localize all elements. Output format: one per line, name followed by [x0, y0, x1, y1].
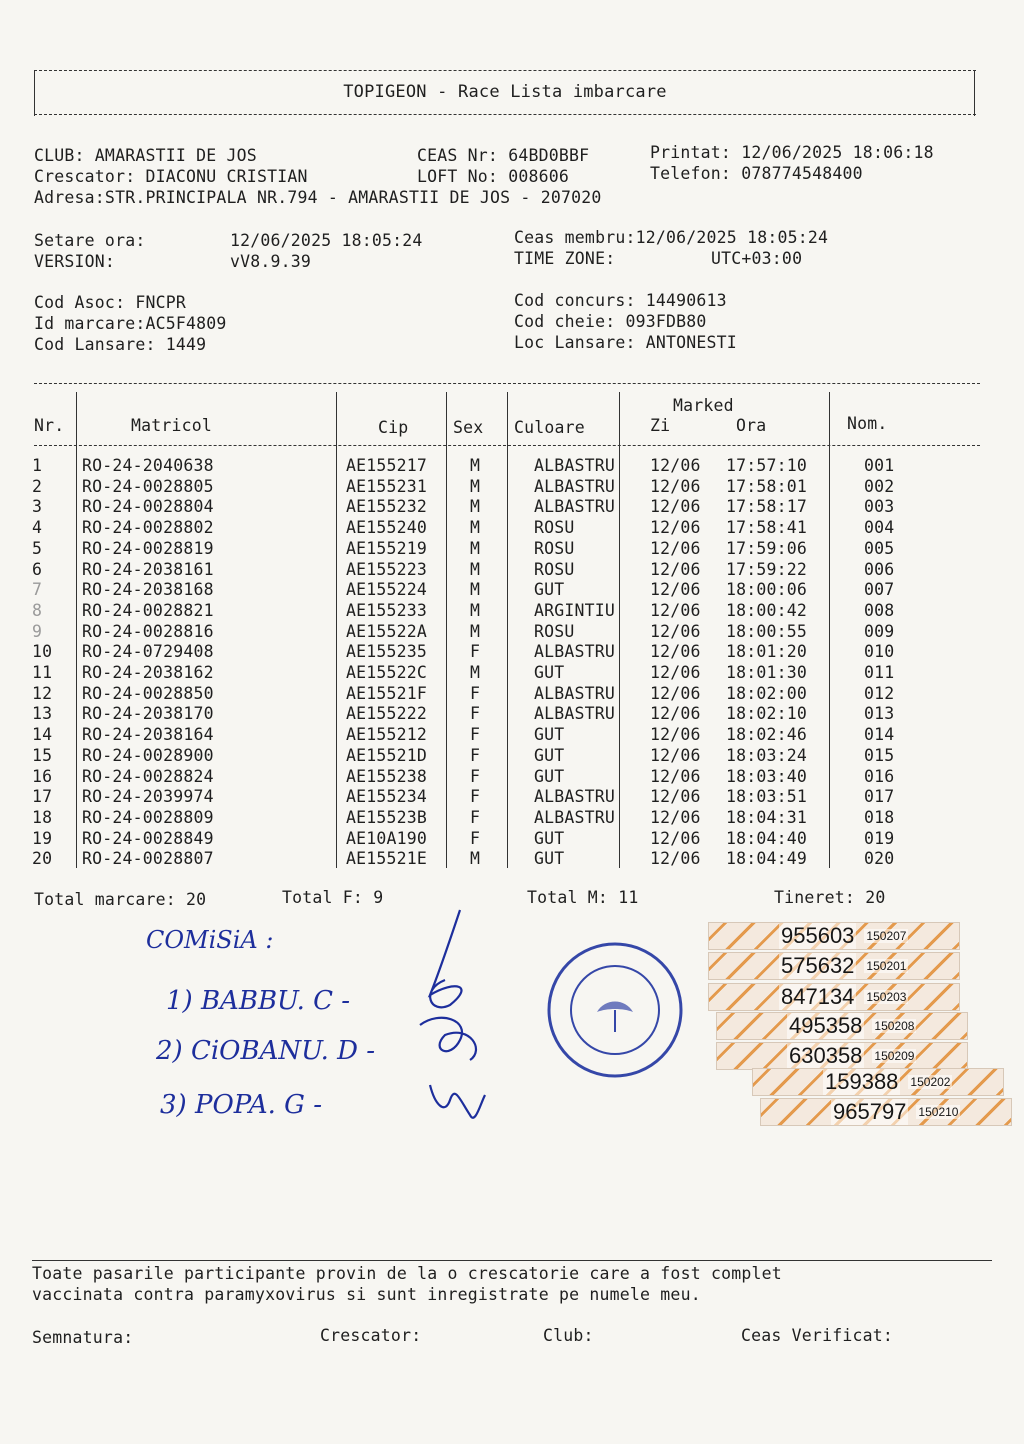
cell-zi: 12/06 — [650, 787, 701, 807]
cell-culoare: ALBASTRU — [534, 683, 616, 703]
commission-signatures — [400, 900, 510, 1160]
header-culoare: Culoare — [514, 418, 585, 437]
cell-ora: 17:58:17 — [726, 497, 808, 517]
cell-matricol: RO-24-0028819 — [82, 538, 214, 558]
cell-matricol: RO-24-0028850 — [82, 683, 214, 703]
cell-cip: AE155231 — [346, 476, 428, 496]
cell-ora: 17:58:01 — [726, 476, 808, 496]
header-ora: Ora — [736, 416, 767, 435]
club-stamp — [545, 940, 685, 1080]
club-label: Club: — [543, 1326, 594, 1345]
page-title: TOPIGEON - Race Lista imbarcare — [343, 82, 667, 102]
cell-nr: 12 — [32, 683, 53, 703]
cell-culoare: GUT — [534, 766, 565, 786]
security-label-code: 150203 — [866, 990, 907, 1004]
cell-nr: 17 — [32, 787, 53, 807]
club-line: CLUB: AMARASTII DE JOS — [34, 146, 257, 165]
cell-nom: 005 — [864, 538, 895, 558]
cell-sex: F — [470, 704, 481, 724]
security-label-number: 955603 — [781, 923, 855, 948]
title-box — [34, 70, 976, 118]
cell-cip: AE10A190 — [346, 828, 428, 848]
cod-lansare-line: Cod Lansare: 1449 — [34, 335, 207, 354]
cell-sex: M — [470, 497, 481, 517]
cell-ora: 18:03:24 — [726, 745, 808, 765]
ceas-membru-line: Ceas membru:12/06/2025 18:05:24 — [514, 228, 829, 247]
timezone-value: UTC+03:00 — [711, 249, 803, 268]
adresa-line: Adresa:STR.PRINCIPALA NR.794 - AMARASTII DE JOS - 207020 — [34, 188, 602, 207]
cell-cip: AE155212 — [346, 725, 428, 745]
security-label — [760, 1098, 1012, 1126]
tineret: Tineret: 20 — [774, 888, 886, 907]
cell-matricol: RO-24-2038170 — [82, 704, 214, 724]
table-row — [32, 580, 924, 601]
cell-culoare: ALBASTRU — [534, 787, 616, 807]
table-top-border — [34, 383, 980, 384]
cell-ora: 18:01:30 — [726, 663, 808, 683]
security-label-number: 159388 — [825, 1069, 899, 1094]
table-row — [32, 622, 924, 643]
cell-cip: AE155219 — [346, 538, 428, 558]
cell-zi: 12/06 — [650, 600, 701, 620]
cell-zi: 12/06 — [650, 704, 701, 724]
cell-culoare: ALBASTRU — [534, 642, 616, 662]
cell-matricol: RO-24-0028804 — [82, 497, 214, 517]
cell-ora: 18:04:31 — [726, 807, 808, 827]
cell-culoare: ALBASTRU — [534, 497, 616, 517]
cell-nr: 15 — [32, 745, 53, 765]
cell-cip: AE155217 — [346, 456, 428, 475]
cell-ora: 18:00:42 — [726, 600, 808, 620]
cell-culoare: ROSU — [534, 518, 575, 538]
cell-zi: 12/06 — [650, 766, 701, 786]
cell-culoare: GUT — [534, 663, 565, 683]
cell-nr: 10 — [32, 642, 53, 662]
cell-nom: 016 — [864, 766, 895, 786]
version-label: VERSION: — [34, 252, 116, 271]
table-row — [32, 663, 924, 684]
table-row — [32, 725, 924, 746]
cell-matricol: RO-24-2040638 — [82, 456, 214, 475]
cell-matricol: RO-24-0028802 — [82, 518, 214, 538]
cell-culoare: ALBASTRU — [534, 456, 616, 475]
cell-ora: 17:59:06 — [726, 538, 808, 558]
cell-matricol: RO-24-0028821 — [82, 600, 214, 620]
security-label-number: 575632 — [781, 953, 855, 978]
footer-divider — [32, 1260, 992, 1261]
cell-sex: M — [470, 476, 481, 496]
header-matricol: Matricol — [131, 416, 213, 435]
cell-ora: 18:03:40 — [726, 766, 808, 786]
cell-nr: 4 — [32, 518, 43, 538]
cell-zi: 12/06 — [650, 621, 701, 641]
table-row — [32, 560, 924, 581]
cell-culoare: ALBASTRU — [534, 476, 616, 496]
cell-zi: 12/06 — [650, 559, 701, 579]
security-label — [716, 1042, 968, 1070]
commission-member-2: 2) CiOBANU. D - — [156, 1036, 376, 1066]
cell-sex: F — [470, 828, 481, 848]
cell-culoare: ROSU — [534, 621, 575, 641]
embark-table — [32, 456, 924, 870]
cell-culoare: ARGINTIU — [534, 600, 616, 620]
cell-matricol: RO-24-0028849 — [82, 828, 214, 848]
cell-cip: AE155233 — [346, 600, 428, 620]
cell-culoare: GUT — [534, 849, 565, 869]
cell-sex: F — [470, 642, 481, 662]
commission-heading: COMiSiA : — [146, 926, 274, 954]
cell-cip: AE15521D — [346, 745, 428, 765]
cell-nom: 015 — [864, 745, 895, 765]
cell-ora: 17:59:22 — [726, 559, 808, 579]
cell-nom: 010 — [864, 642, 895, 662]
header-nom: Nom. — [847, 414, 888, 433]
cell-cip: AE15522A — [346, 621, 428, 641]
cell-zi: 12/06 — [650, 456, 701, 475]
cell-sex: M — [470, 456, 481, 475]
title-top-border — [34, 70, 976, 71]
printat-line: Printat: 12/06/2025 18:06:18 — [650, 143, 934, 162]
cell-sex: F — [470, 683, 481, 703]
table-row — [32, 808, 924, 829]
table-row — [32, 497, 924, 518]
cell-matricol: RO-24-2038161 — [82, 559, 214, 579]
cell-cip: AE15522C — [346, 663, 428, 683]
security-label-code: 150210 — [918, 1105, 959, 1119]
setare-ora-label: Setare ora: — [34, 231, 146, 250]
cell-ora: 17:57:10 — [726, 456, 808, 475]
cell-sex: F — [470, 766, 481, 786]
cell-nom: 007 — [864, 580, 895, 600]
cell-sex: M — [470, 663, 481, 683]
cell-nr: 7 — [32, 580, 43, 600]
cell-nr: 9 — [32, 621, 43, 641]
cell-nom: 017 — [864, 787, 895, 807]
table-row — [32, 746, 924, 767]
cell-ora: 18:00:55 — [726, 621, 808, 641]
cell-zi: 12/06 — [650, 725, 701, 745]
cell-cip: AE155223 — [346, 559, 428, 579]
timezone-label: TIME ZONE: — [514, 249, 616, 268]
cell-culoare: ALBASTRU — [534, 807, 616, 827]
cell-sex: M — [470, 538, 481, 558]
security-label-number: 630358 — [789, 1043, 863, 1068]
cell-ora: 18:04:40 — [726, 828, 808, 848]
cell-cip: AE15521E — [346, 849, 428, 869]
cell-nom: 014 — [864, 725, 895, 745]
security-label-code: 150209 — [874, 1049, 915, 1063]
cell-ora: 18:02:10 — [726, 704, 808, 724]
cell-ora: 18:03:51 — [726, 787, 808, 807]
cell-matricol: RO-24-0028809 — [82, 807, 214, 827]
cell-culoare: ALBASTRU — [534, 704, 616, 724]
cell-sex: M — [470, 600, 481, 620]
ceas-line: CEAS Nr: 64BD0BBF — [417, 146, 590, 165]
cell-sex: M — [470, 849, 481, 869]
cell-cip: AE155235 — [346, 642, 428, 662]
cell-nom: 013 — [864, 704, 895, 724]
cell-matricol: RO-24-0028805 — [82, 476, 214, 496]
cell-nom: 002 — [864, 476, 895, 496]
cell-sex: M — [470, 518, 481, 538]
cell-nr: 11 — [32, 663, 53, 683]
cell-sex: M — [470, 621, 481, 641]
table-row — [32, 642, 924, 663]
security-label-code: 150202 — [910, 1075, 951, 1089]
statement-line-1: Toate pasarile participante provin de la o crescatorie care a fost complet — [32, 1264, 782, 1283]
cell-nr: 6 — [32, 559, 43, 579]
cell-sex: F — [470, 725, 481, 745]
cell-nom: 009 — [864, 621, 895, 641]
cell-zi: 12/06 — [650, 476, 701, 496]
security-label — [708, 952, 960, 980]
table-row — [32, 829, 924, 850]
cell-sex: F — [470, 787, 481, 807]
cell-matricol: RO-24-0028807 — [82, 849, 214, 869]
cell-nom: 019 — [864, 828, 895, 848]
cell-sex: M — [470, 559, 481, 579]
security-label-code: 150207 — [866, 929, 907, 943]
security-label-number: 495358 — [789, 1013, 863, 1038]
security-label-code: 150201 — [866, 959, 907, 973]
cell-zi: 12/06 — [650, 642, 701, 662]
table-row — [32, 539, 924, 560]
cell-matricol: RO-24-2039974 — [82, 787, 214, 807]
cell-cip: AE155240 — [346, 518, 428, 538]
telefon-line: Telefon: 078774548400 — [650, 164, 863, 183]
statement-line-2: vaccinata contra paramyxovirus si sunt inregistrate pe numele meu. — [32, 1285, 701, 1304]
cell-ora: 18:01:20 — [726, 642, 808, 662]
cell-nr: 8 — [32, 600, 43, 620]
table-row — [32, 787, 924, 808]
cell-ora: 18:02:46 — [726, 725, 808, 745]
cell-matricol: RO-24-0729408 — [82, 642, 214, 662]
cell-culoare: GUT — [534, 580, 565, 600]
cell-culoare: ROSU — [534, 538, 575, 558]
cod-asoc-line: Cod Asoc: FNCPR — [34, 293, 187, 312]
security-label — [716, 1012, 968, 1040]
cell-ora: 18:02:00 — [726, 683, 808, 703]
cell-cip: AE155232 — [346, 497, 428, 517]
table-row — [32, 767, 924, 788]
id-marcare-line: Id marcare:AC5F4809 — [34, 314, 227, 333]
cell-nr: 18 — [32, 807, 53, 827]
cell-zi: 12/06 — [650, 745, 701, 765]
cell-nr: 20 — [32, 849, 53, 869]
cell-matricol: RO-24-2038162 — [82, 663, 214, 683]
cell-cip: AE15523B — [346, 807, 428, 827]
cell-nr: 5 — [32, 538, 43, 558]
table-row — [32, 601, 924, 622]
cell-zi: 12/06 — [650, 497, 701, 517]
semnatura-label: Semnatura: — [32, 1328, 134, 1347]
table-row — [32, 684, 924, 705]
table-body — [32, 456, 924, 870]
commission-member-1: 1) BABBU. C - — [166, 986, 351, 1016]
cell-cip: AE155234 — [346, 787, 428, 807]
cell-nr: 14 — [32, 725, 53, 745]
header-cip: Cip — [378, 418, 409, 437]
security-label-code: 150208 — [874, 1019, 915, 1033]
table-row — [32, 518, 924, 539]
cell-zi: 12/06 — [650, 518, 701, 538]
table-row — [32, 456, 924, 477]
cell-matricol: RO-24-0028816 — [82, 621, 214, 641]
cell-nom: 006 — [864, 559, 895, 579]
cell-nom: 018 — [864, 807, 895, 827]
security-label — [752, 1068, 1004, 1096]
cell-nr: 3 — [32, 497, 43, 517]
cod-cheie-line: Cod cheie: 093FDB80 — [514, 312, 707, 331]
cell-zi: 12/06 — [650, 538, 701, 558]
cell-zi: 12/06 — [650, 663, 701, 683]
title-bottom-border — [34, 114, 976, 115]
stamp-seal-icon — [545, 940, 685, 1080]
cell-nom: 001 — [864, 456, 895, 475]
table-row — [32, 849, 924, 870]
cell-matricol: RO-24-2038168 — [82, 580, 214, 600]
table-row — [32, 477, 924, 498]
cell-cip: AE155224 — [346, 580, 428, 600]
total-marcare: Total marcare: 20 — [34, 890, 207, 909]
security-label — [708, 922, 960, 950]
cell-zi: 12/06 — [650, 828, 701, 848]
cell-sex: F — [470, 807, 481, 827]
cell-matricol: RO-24-0028900 — [82, 745, 214, 765]
cell-nom: 012 — [864, 683, 895, 703]
cell-nr: 13 — [32, 704, 53, 724]
security-label-number: 847134 — [781, 984, 855, 1009]
header-nr: Nr. — [34, 416, 65, 435]
cell-culoare: GUT — [534, 745, 565, 765]
crescator-line: Crescator: DIACONU CRISTIAN — [34, 167, 308, 186]
cell-nom: 020 — [864, 849, 895, 869]
header-sex: Sex — [453, 418, 484, 437]
cell-nom: 004 — [864, 518, 895, 538]
header-marked: Marked — [673, 396, 734, 415]
cell-nom: 003 — [864, 497, 895, 517]
cell-culoare: GUT — [534, 725, 565, 745]
cell-matricol: RO-24-0028824 — [82, 766, 214, 786]
cell-culoare: ROSU — [534, 559, 575, 579]
cell-sex: F — [470, 745, 481, 765]
cell-zi: 12/06 — [650, 580, 701, 600]
ceas-verificat-label: Ceas Verificat: — [741, 1326, 894, 1345]
cell-ora: 17:58:41 — [726, 518, 808, 538]
cell-nr: 19 — [32, 828, 53, 848]
cell-nom: 011 — [864, 663, 895, 683]
cell-zi: 12/06 — [650, 683, 701, 703]
cell-ora: 18:04:49 — [726, 849, 808, 869]
cell-cip: AE15521F — [346, 683, 428, 703]
cell-culoare: GUT — [534, 828, 565, 848]
crescator-label: Crescator: — [320, 1326, 422, 1345]
setare-ora-value: 12/06/2025 18:05:24 — [230, 231, 423, 250]
commission-member-3: 3) POPA. G - — [160, 1090, 322, 1120]
cell-zi: 12/06 — [650, 849, 701, 869]
loft-line: LOFT No: 008606 — [417, 167, 570, 186]
security-label — [708, 983, 960, 1011]
security-label-number: 965797 — [833, 1099, 907, 1124]
cell-matricol: RO-24-2038164 — [82, 725, 214, 745]
total-f: Total F: 9 — [282, 888, 384, 907]
cell-nr: 16 — [32, 766, 53, 786]
cell-zi: 12/06 — [650, 807, 701, 827]
header-zi: Zi — [650, 416, 671, 435]
cell-cip: AE155222 — [346, 704, 428, 724]
cell-sex: M — [470, 580, 481, 600]
table-row — [32, 704, 924, 725]
cod-concurs-line: Cod concurs: 14490613 — [514, 291, 727, 310]
cell-ora: 18:00:06 — [726, 580, 808, 600]
loc-lansare-line: Loc Lansare: ANTONESTI — [514, 333, 737, 352]
cell-nr: 1 — [32, 456, 43, 475]
cell-nr: 2 — [32, 476, 43, 496]
cell-nom: 008 — [864, 600, 895, 620]
total-m: Total M: 11 — [527, 888, 639, 907]
version-value: vV8.9.39 — [230, 252, 312, 271]
cell-cip: AE155238 — [346, 766, 428, 786]
